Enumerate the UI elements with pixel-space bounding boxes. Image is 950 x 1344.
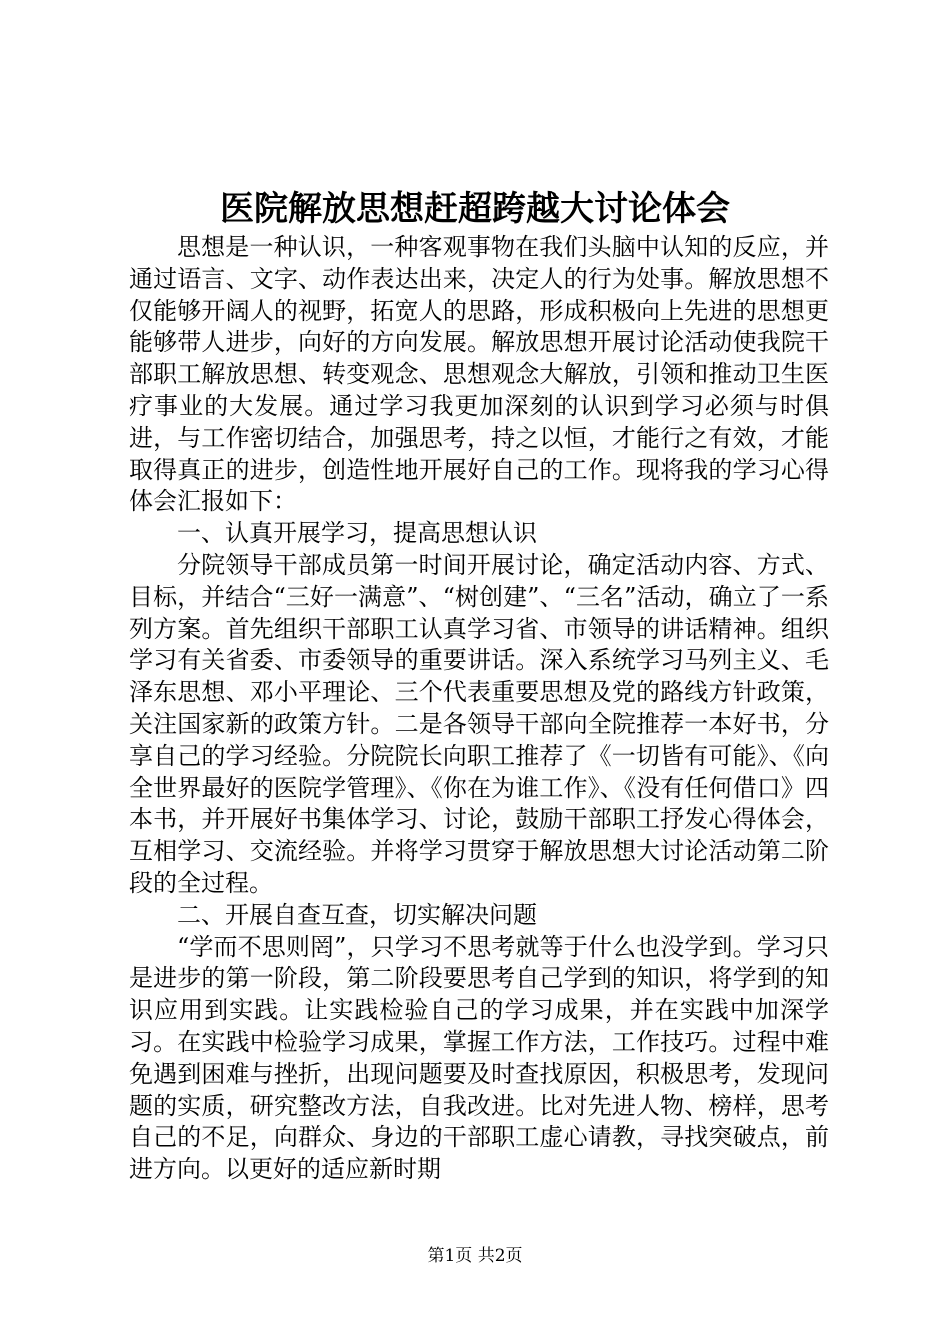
page-number-footer: 第1页 共2页 bbox=[427, 1246, 523, 1266]
document-body bbox=[129, 232, 829, 1186]
document-title: 医院解放思想赶超跨越大讨论体会 bbox=[220, 189, 730, 229]
paragraph-intro: 思想是一种认识，一种客观事物在我们头脑中认知的反应，并通过语言、文字、动作表达出来，决定人的行为处事。解放思想不仅能够开阔人的视野，拓宽人的思路，形成积极向上先进的思想更能够带人进步，向好的方向发展。解放思想开展讨论活动使我院干部职工解放思想、转变观念、思想观念大解放，引领和推动卫生医疗事业的大发展。通过学习我更加深刻的认识到学习必须与时俱进，与工作密切结合，加强思考，持之以恒，才能行之有效，才能取得真正的进步，创造性地开展好自己的工作。现将我的学习心得体会汇报如下： bbox=[129, 233, 829, 516]
section-heading-2: 二、开展自查互查，切实解决问题 bbox=[177, 900, 537, 929]
paragraph-section-1: 分院领导干部成员第一时间开展讨论，确定活动内容、方式、目标，并结合“三好一满意”、“树创建”、“三名”活动，确立了一系列方案。首先组织干部职工认真学习省、市领导的讲话精神。组织学习有关省委、市委领导的重要讲话。深入系统学习马列主义、毛泽东思想、邓小平理论、三个代表重要思想及党的路线方针政策，关注国家新的政策方针。二是各领导干部向全院推荐一本好书，分享自己的学习经验。分院院长向职工推荐了《一切皆有可能》、《向全世界最好的医院学管理》、《你在为谁工作》、《没有任何借口》四本书，并开展好书集体学习、讨论，鼓励干部职工抒发心得体会，互相学习、交流经验。并将学习贯穿于解放思想大讨论活动第二阶段的全过程。 bbox=[129, 550, 829, 897]
paragraph-section-2: “学而不思则罔”，只学习不思考就等于什么也没学到。学习只是进步的第一阶段，第二阶段要思考自己学到的知识，将学到的知识应用到实践。让实践检验自己的学习成果，并在实践中加深学习。在实践中检验学习成果，掌握工作方法，工作技巧。过程中难免遇到困难与挫折，出现问题要及时查找原因，积极思考，发现问题的实质，研究整改方法，自我改进。比对先进人物、榜样，思考自己的不足，向群众、身边的干部职工虚心请教，寻找突破点，前进方向。以更好的适应新时期 bbox=[129, 932, 829, 1184]
section-heading-1: 一、认真开展学习，提高思想认识 bbox=[177, 519, 537, 548]
